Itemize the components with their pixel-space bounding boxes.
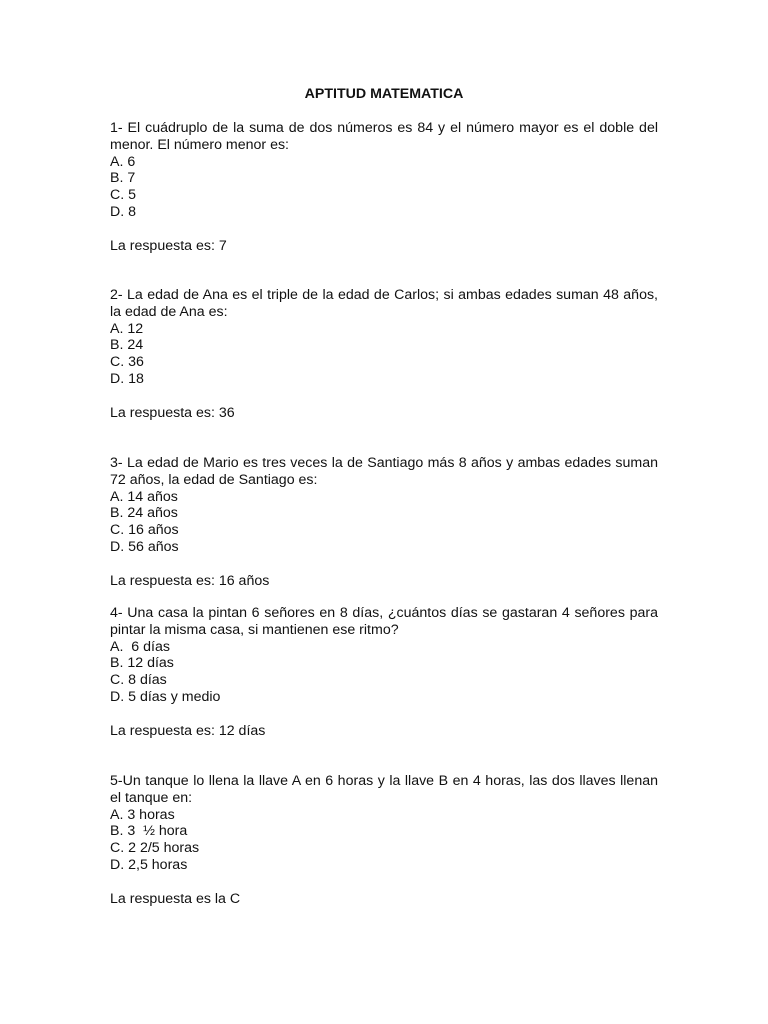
option-c: C. 36 <box>110 354 144 371</box>
option-d: D. 56 años <box>110 538 179 555</box>
option-b: B. 24 años <box>110 505 178 522</box>
document-title: APTITUD MATEMATICA <box>304 86 464 102</box>
option-d: D. 5 días y medio <box>110 688 221 705</box>
option-b: B. 12 días <box>110 655 174 672</box>
answer-text: La respuesta es: 7 <box>110 237 227 254</box>
question-text: 4- Una casa la pintan 6 señores en 8 días, ¿cuántos días se gastaran 4 señores para pintar la misma casa, si mantienen ese ritmo? <box>110 605 658 638</box>
option-a: A. 12 <box>110 320 144 337</box>
option-c: C. 16 años <box>110 522 179 539</box>
option-b: B. 24 <box>110 337 144 354</box>
answer-text: La respuesta es: 12 días <box>110 722 266 739</box>
question-2 <box>110 287 658 421</box>
option-c: C. 8 días <box>110 672 167 689</box>
question-4 <box>110 605 658 739</box>
question-text: 5-Un tanque lo llena la llave A en 6 horas y la llave B en 4 horas, las dos llaves llenan el tanque en: <box>110 773 658 806</box>
option-a: A. 3 horas <box>110 806 175 823</box>
option-a: A. 6 <box>110 153 136 170</box>
option-d: D. 18 <box>110 370 144 387</box>
answer-text: La respuesta es: 36 <box>110 404 235 421</box>
question-3 <box>110 455 658 589</box>
question-1 <box>110 120 658 254</box>
question-5 <box>110 773 658 907</box>
options-list <box>110 154 658 221</box>
options-list <box>110 639 658 706</box>
options-list <box>110 489 658 556</box>
options-list <box>110 321 658 388</box>
option-a: A. 6 días <box>110 638 170 655</box>
option-c: C. 2 2/5 horas <box>110 840 200 857</box>
answer-text: La respuesta es la C <box>110 890 241 907</box>
options-list <box>110 807 658 874</box>
option-d: D. 8 <box>110 203 137 220</box>
option-d: D. 2,5 horas <box>110 856 188 873</box>
question-text: 1- El cuádruplo de la suma de dos números es 84 y el número mayor es el doble del menor. El número menor es: <box>110 120 658 153</box>
option-a: A. 14 años <box>110 488 178 505</box>
option-b: B. 3 ½ hora <box>110 823 188 840</box>
question-text: 3- La edad de Mario es tres veces la de Santiago más 8 años y ambas edades suman 72 años, la edad de Santiago es: <box>110 455 658 488</box>
option-c: C. 5 <box>110 187 137 204</box>
option-b: B. 7 <box>110 170 136 187</box>
answer-text: La respuesta es: 16 años <box>110 572 270 589</box>
question-text: 2- La edad de Ana es el triple de la edad de Carlos; si ambas edades suman 48 años, la edad de Ana es: <box>110 287 658 320</box>
